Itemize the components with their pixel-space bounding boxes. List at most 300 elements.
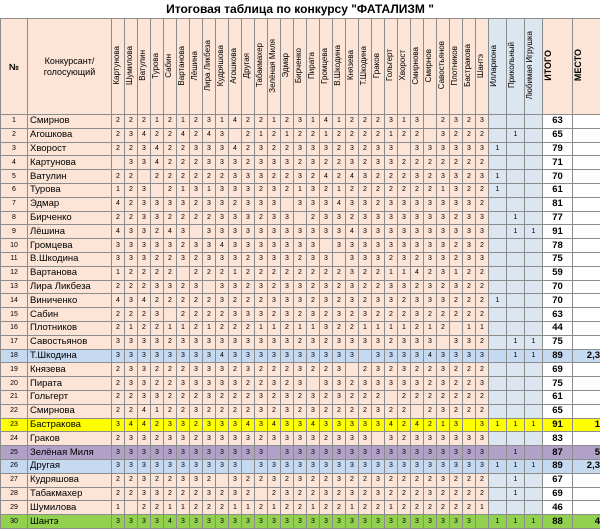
place-cell xyxy=(573,170,600,184)
score-cell: 3 xyxy=(229,280,242,294)
score-cell: 2 xyxy=(255,473,268,487)
score-cell: 4 xyxy=(138,128,151,142)
score-cell: 3 xyxy=(177,252,190,266)
special-cell: 1 xyxy=(507,487,525,501)
score-cell: 3 xyxy=(190,239,203,253)
table-row xyxy=(1,446,600,460)
row-number: 1 xyxy=(1,115,28,129)
score-cell: 2 xyxy=(463,156,476,170)
score-cell: 3 xyxy=(450,418,463,432)
special-cell xyxy=(489,432,507,446)
score-cell: 3 xyxy=(372,239,385,253)
header-contestant: Конкурсант/ голосующий xyxy=(28,19,112,115)
score-cell: 3 xyxy=(138,459,151,473)
score-cell: 2 xyxy=(372,501,385,515)
score-cell: 3 xyxy=(424,487,437,501)
score-cell: 3 xyxy=(229,225,242,239)
score-cell: 3 xyxy=(112,335,125,349)
total-cell: 61 xyxy=(543,390,573,404)
score-cell: 2 xyxy=(424,308,437,322)
score-cell: 3 xyxy=(203,446,216,460)
contestant-name: Громцева xyxy=(28,239,112,253)
score-cell: 3 xyxy=(372,335,385,349)
score-cell: 2 xyxy=(476,197,489,211)
score-cell: 2 xyxy=(164,156,177,170)
score-cell: 3 xyxy=(333,363,346,377)
score-cell: 3 xyxy=(359,252,372,266)
header-voter-label: Громцева xyxy=(320,47,329,84)
score-cell: 3 xyxy=(294,363,307,377)
score-cell: 3 xyxy=(138,363,151,377)
score-cell: 2 xyxy=(164,266,177,280)
score-cell: 3 xyxy=(281,308,294,322)
score-cell: 3 xyxy=(385,377,398,391)
score-cell: 3 xyxy=(177,225,190,239)
special-cell xyxy=(525,115,543,129)
score-cell: 3 xyxy=(437,128,450,142)
score-cell: 3 xyxy=(112,239,125,253)
score-cell: 1 xyxy=(281,128,294,142)
special-cell xyxy=(489,128,507,142)
score-cell: 2 xyxy=(242,294,255,308)
score-cell: 2 xyxy=(112,280,125,294)
score-cell: 3 xyxy=(255,390,268,404)
score-cell: 3 xyxy=(177,418,190,432)
total-cell: 67 xyxy=(543,473,573,487)
score-cell: 3 xyxy=(229,156,242,170)
score-cell: 2 xyxy=(307,266,320,280)
score-cell: 3 xyxy=(255,156,268,170)
score-cell: 1 xyxy=(385,266,398,280)
score-cell: 3 xyxy=(138,377,151,391)
score-cell: 3 xyxy=(164,432,177,446)
score-cell: 1 xyxy=(463,321,476,335)
score-cell: 3 xyxy=(268,349,281,363)
score-cell: 2 xyxy=(398,432,411,446)
score-cell: 3 xyxy=(281,225,294,239)
score-cell: 3 xyxy=(385,225,398,239)
score-cell: 2 xyxy=(229,390,242,404)
score-cell: 2 xyxy=(112,128,125,142)
score-cell: 2 xyxy=(450,487,463,501)
score-cell: 2 xyxy=(294,390,307,404)
score-cell: 3 xyxy=(320,252,333,266)
score-cell: 2 xyxy=(242,473,255,487)
score-cell: 4 xyxy=(164,515,177,529)
special-cell xyxy=(507,252,525,266)
total-cell: 71 xyxy=(543,156,573,170)
score-cell: 1 xyxy=(229,501,242,515)
score-cell: 3 xyxy=(294,280,307,294)
score-cell: 2 xyxy=(190,115,203,129)
score-cell xyxy=(242,459,255,473)
score-cell: 2 xyxy=(320,183,333,197)
score-cell: 3 xyxy=(398,225,411,239)
score-cell: 2 xyxy=(320,156,333,170)
score-cell: 2 xyxy=(333,128,346,142)
score-cell: 3 xyxy=(112,252,125,266)
score-cell: 2 xyxy=(242,115,255,129)
total-cell: 63 xyxy=(543,308,573,322)
contestant-name: Т.Шкодина xyxy=(28,349,112,363)
row-number: 8 xyxy=(1,211,28,225)
place-cell xyxy=(573,156,600,170)
place-cell xyxy=(573,197,600,211)
total-cell: 88 xyxy=(543,515,573,529)
score-cell: 3 xyxy=(359,335,372,349)
score-cell: 2 xyxy=(333,404,346,418)
score-cell: 3 xyxy=(255,280,268,294)
score-cell: 3 xyxy=(450,142,463,156)
score-cell: 2 xyxy=(346,308,359,322)
score-cell: 3 xyxy=(424,515,437,529)
score-cell: 2 xyxy=(437,321,450,335)
header-voter xyxy=(424,19,437,115)
score-cell: 2 xyxy=(437,390,450,404)
score-cell: 3 xyxy=(294,225,307,239)
contestant-name: Вартанова xyxy=(28,266,112,280)
score-cell: 3 xyxy=(268,515,281,529)
score-cell: 3 xyxy=(268,252,281,266)
score-cell xyxy=(424,128,437,142)
special-cell: 1 xyxy=(507,459,525,473)
header-voter-label: Смирнов xyxy=(424,48,433,83)
score-cell: 3 xyxy=(372,252,385,266)
score-cell: 3 xyxy=(346,266,359,280)
score-cell: 2 xyxy=(346,211,359,225)
score-cell: 3 xyxy=(190,349,203,363)
score-cell: 2 xyxy=(190,294,203,308)
row-number: 15 xyxy=(1,308,28,322)
score-cell: 3 xyxy=(203,239,216,253)
header-voter-label: Смирнова xyxy=(411,46,420,85)
score-cell: 3 xyxy=(463,446,476,460)
score-cell xyxy=(294,211,307,225)
score-cell: 3 xyxy=(125,294,138,308)
score-cell: 2 xyxy=(151,170,164,184)
score-cell: 3 xyxy=(164,459,177,473)
score-cell: 3 xyxy=(138,225,151,239)
score-cell: 1 xyxy=(385,501,398,515)
score-cell: 3 xyxy=(476,418,489,432)
score-cell: 3 xyxy=(138,515,151,529)
score-cell: 3 xyxy=(138,252,151,266)
score-cell: 3 xyxy=(268,156,281,170)
score-cell: 3 xyxy=(463,432,476,446)
score-cell: 3 xyxy=(138,183,151,197)
score-cell: 3 xyxy=(125,128,138,142)
score-cell: 3 xyxy=(333,225,346,239)
score-cell: 3 xyxy=(320,321,333,335)
score-cell: 2 xyxy=(177,280,190,294)
score-cell: 3 xyxy=(268,294,281,308)
score-cell: 2 xyxy=(476,128,489,142)
table-row xyxy=(1,183,600,197)
score-cell: 3 xyxy=(138,156,151,170)
score-cell: 3 xyxy=(125,252,138,266)
score-cell: 1 xyxy=(398,321,411,335)
contestant-name: Лира Ликбеза xyxy=(28,280,112,294)
score-cell: 2 xyxy=(164,170,177,184)
score-cell: 3 xyxy=(268,211,281,225)
score-cell: 3 xyxy=(138,390,151,404)
header-voter xyxy=(190,19,203,115)
score-cell: 4 xyxy=(177,128,190,142)
score-cell: 3 xyxy=(138,446,151,460)
special-cell xyxy=(489,377,507,391)
place-cell xyxy=(573,280,600,294)
score-cell: 2 xyxy=(333,156,346,170)
score-cell: 2 xyxy=(424,390,437,404)
score-cell: 2 xyxy=(151,377,164,391)
score-cell: 2 xyxy=(216,487,229,501)
score-cell: 1 xyxy=(385,321,398,335)
score-cell: 3 xyxy=(242,239,255,253)
place-cell xyxy=(573,487,600,501)
header-voter xyxy=(346,19,359,115)
score-cell: 2 xyxy=(476,404,489,418)
score-cell: 2 xyxy=(229,321,242,335)
special-cell xyxy=(489,446,507,460)
special-cell xyxy=(489,197,507,211)
score-cell: 2 xyxy=(190,321,203,335)
total-cell: 89 xyxy=(543,349,573,363)
score-cell: 3 xyxy=(437,252,450,266)
score-cell: 3 xyxy=(190,377,203,391)
score-cell: 3 xyxy=(346,156,359,170)
score-cell: 2 xyxy=(463,501,476,515)
special-cell: 1 xyxy=(525,515,543,529)
score-cell: 3 xyxy=(398,239,411,253)
header-voter-label: Агошкова xyxy=(229,47,238,84)
score-cell: 3 xyxy=(229,239,242,253)
score-cell: 2 xyxy=(216,390,229,404)
score-cell: 3 xyxy=(372,404,385,418)
score-cell: 2 xyxy=(255,266,268,280)
place-cell xyxy=(573,225,600,239)
row-number: 27 xyxy=(1,473,28,487)
score-cell: 3 xyxy=(333,473,346,487)
score-cell: 2 xyxy=(151,363,164,377)
header-voter-label: Зелёная Миля xyxy=(268,38,277,93)
score-cell: 4 xyxy=(138,404,151,418)
score-cell: 2 xyxy=(359,280,372,294)
row-number: 28 xyxy=(1,487,28,501)
score-cell: 2 xyxy=(450,473,463,487)
score-cell: 3 xyxy=(268,335,281,349)
score-cell: 3 xyxy=(437,515,450,529)
score-cell: 2 xyxy=(164,128,177,142)
score-cell: 2 xyxy=(346,183,359,197)
score-cell: 2 xyxy=(255,294,268,308)
score-cell: 2 xyxy=(411,280,424,294)
score-cell: 3 xyxy=(450,349,463,363)
score-cell: 3 xyxy=(268,225,281,239)
special-cell: 1 xyxy=(507,446,525,460)
header-voter xyxy=(385,19,398,115)
score-cell: 2 xyxy=(333,170,346,184)
score-cell: 2 xyxy=(125,197,138,211)
score-cell: 3 xyxy=(372,363,385,377)
score-cell: 3 xyxy=(411,308,424,322)
score-cell: 2 xyxy=(268,280,281,294)
score-cell: 2 xyxy=(463,487,476,501)
place-cell xyxy=(573,183,600,197)
score-cell: 2 xyxy=(398,501,411,515)
score-cell: 3 xyxy=(294,142,307,156)
score-cell xyxy=(177,266,190,280)
header-voter xyxy=(333,19,346,115)
special-cell: 1 xyxy=(507,515,525,529)
score-cell: 3 xyxy=(307,404,320,418)
score-cell: 3 xyxy=(424,335,437,349)
score-cell: 2 xyxy=(216,266,229,280)
special-cell xyxy=(489,349,507,363)
score-cell: 2 xyxy=(333,294,346,308)
score-cell: 3 xyxy=(268,459,281,473)
table-row xyxy=(1,473,600,487)
score-cell: 2 xyxy=(177,363,190,377)
special-cell: 1 xyxy=(525,335,543,349)
row-number: 17 xyxy=(1,335,28,349)
score-cell: 3 xyxy=(125,432,138,446)
score-cell: 3 xyxy=(450,170,463,184)
score-cell: 2 xyxy=(164,115,177,129)
score-cell: 3 xyxy=(177,377,190,391)
row-number: 20 xyxy=(1,377,28,391)
score-cell: 2 xyxy=(229,294,242,308)
score-cell: 4 xyxy=(216,349,229,363)
table-row xyxy=(1,515,600,529)
contestant-name: Табакмахер xyxy=(28,487,112,501)
score-cell: 3 xyxy=(125,363,138,377)
special-cell: 1 xyxy=(525,418,543,432)
header-voter xyxy=(268,19,281,115)
score-cell: 1 xyxy=(125,321,138,335)
special-cell xyxy=(507,115,525,129)
total-cell: 44 xyxy=(543,321,573,335)
score-cell: 1 xyxy=(437,183,450,197)
table-row xyxy=(1,308,600,322)
contestant-name: Другая xyxy=(28,459,112,473)
special-cell xyxy=(507,170,525,184)
score-cell: 3 xyxy=(151,515,164,529)
place-cell xyxy=(573,390,600,404)
score-cell: 3 xyxy=(450,459,463,473)
score-cell: 1 xyxy=(359,321,372,335)
score-cell: 2 xyxy=(437,308,450,322)
score-cell: 3 xyxy=(346,142,359,156)
place-cell: 5 xyxy=(573,446,600,460)
total-cell: 79 xyxy=(543,142,573,156)
header-voter-label: Хворост xyxy=(398,50,407,81)
header-voter-label: Табакмахер xyxy=(255,43,264,88)
contestant-name: Турова xyxy=(28,183,112,197)
special-cell: 1 xyxy=(489,183,507,197)
score-cell: 1 xyxy=(216,115,229,129)
score-cell: 2 xyxy=(476,473,489,487)
score-cell: 1 xyxy=(151,115,164,129)
score-cell: 2 xyxy=(372,128,385,142)
score-cell: 3 xyxy=(294,197,307,211)
score-cell: 3 xyxy=(268,473,281,487)
special-cell: 1 xyxy=(489,418,507,432)
score-cell xyxy=(450,321,463,335)
special-cell xyxy=(525,321,543,335)
score-cell: 3 xyxy=(216,142,229,156)
score-cell: 2 xyxy=(450,404,463,418)
score-cell: 2 xyxy=(463,294,476,308)
score-cell: 3 xyxy=(294,294,307,308)
score-cell: 3 xyxy=(281,280,294,294)
score-cell: 2 xyxy=(372,266,385,280)
score-cell: 1 xyxy=(268,115,281,129)
score-cell: 3 xyxy=(242,363,255,377)
contestant-name: Сабин xyxy=(28,308,112,322)
score-cell: 2 xyxy=(385,335,398,349)
total-cell: 69 xyxy=(543,487,573,501)
score-cell: 2 xyxy=(112,363,125,377)
score-cell xyxy=(216,473,229,487)
score-cell: 3 xyxy=(242,170,255,184)
place-cell: 4 xyxy=(573,515,600,529)
contestant-name: Агошкова xyxy=(28,128,112,142)
special-cell xyxy=(507,390,525,404)
table-row xyxy=(1,432,600,446)
score-cell: 2 xyxy=(164,377,177,391)
score-cell: 3 xyxy=(216,183,229,197)
header-voter-label: Граков xyxy=(372,52,381,79)
score-cell: 3 xyxy=(437,294,450,308)
table-row xyxy=(1,377,600,391)
contestant-name: Пирата xyxy=(28,377,112,391)
table-row xyxy=(1,266,600,280)
score-cell: 2 xyxy=(333,280,346,294)
score-cell xyxy=(255,487,268,501)
score-cell: 2 xyxy=(411,390,424,404)
score-cell: 2 xyxy=(229,363,242,377)
score-cell: 2 xyxy=(112,170,125,184)
score-cell: 3 xyxy=(307,459,320,473)
score-cell: 3 xyxy=(437,363,450,377)
score-cell: 1 xyxy=(385,128,398,142)
score-cell: 2 xyxy=(307,473,320,487)
score-cell: 2 xyxy=(424,473,437,487)
score-cell: 3 xyxy=(385,459,398,473)
score-cell: 2 xyxy=(437,115,450,129)
score-cell: 3 xyxy=(112,515,125,529)
score-cell: 2 xyxy=(190,390,203,404)
special-cell xyxy=(525,432,543,446)
score-cell: 2 xyxy=(242,252,255,266)
score-cell: 3 xyxy=(203,115,216,129)
special-cell xyxy=(525,266,543,280)
score-cell: 2 xyxy=(385,363,398,377)
score-cell: 3 xyxy=(307,335,320,349)
score-cell: 3 xyxy=(203,515,216,529)
score-cell: 3 xyxy=(294,446,307,460)
score-cell: 2 xyxy=(320,308,333,322)
score-cell: 3 xyxy=(151,390,164,404)
special-cell xyxy=(525,404,543,418)
score-cell: 2 xyxy=(216,170,229,184)
special-cell: 1 xyxy=(489,170,507,184)
score-cell: 3 xyxy=(138,473,151,487)
score-cell: 4 xyxy=(229,142,242,156)
score-cell: 2 xyxy=(398,128,411,142)
score-cell: 3 xyxy=(190,363,203,377)
special-cell xyxy=(489,156,507,170)
